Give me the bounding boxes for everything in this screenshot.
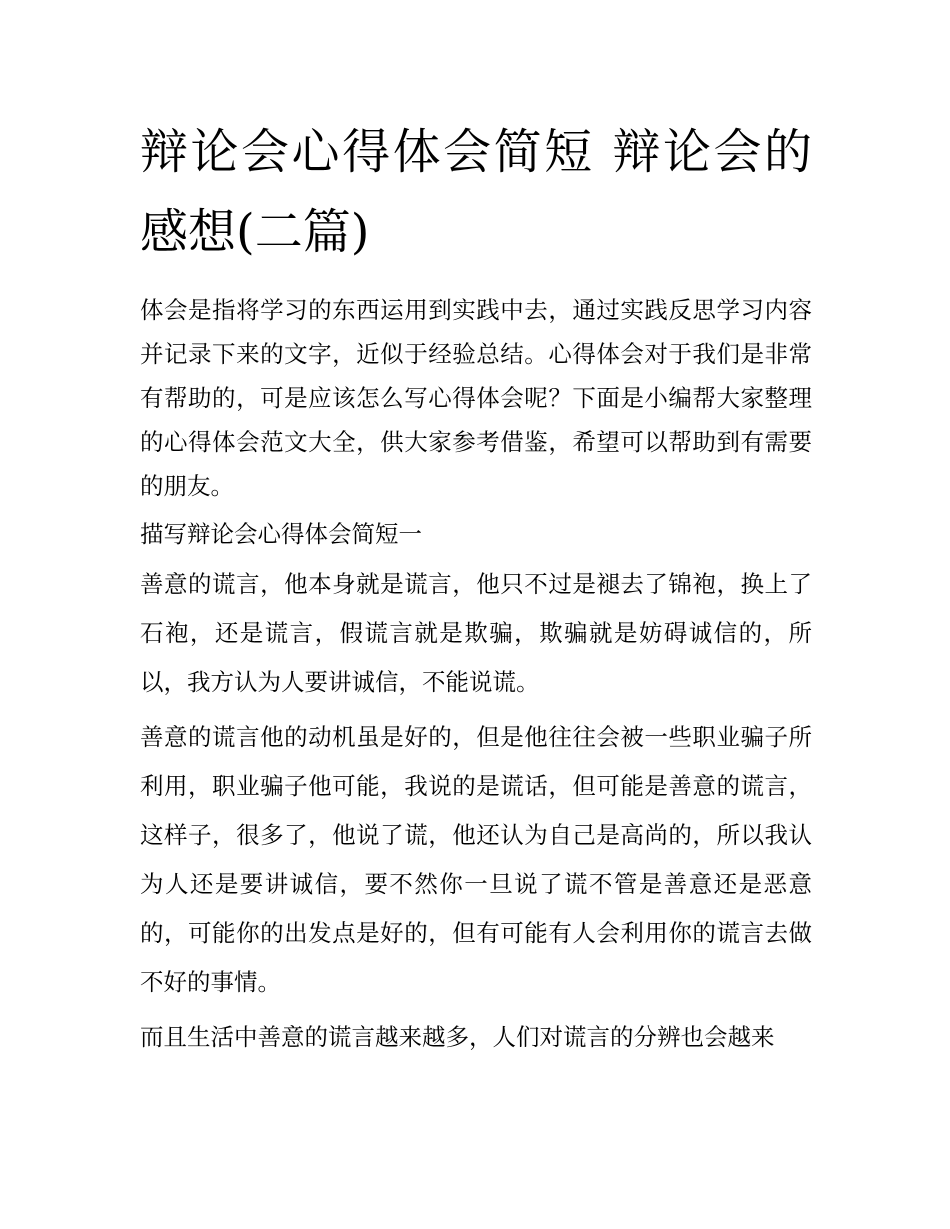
document-page: [140, 112, 812, 1062]
body-paragraph: 善意的谎言他的动机虽是好的，但是他往往会被一些职业骗子所利用，职业骗子他可能，我说的是谎话，但可能是善意的谎言，这样子，很多了，他说了谎，他还认为自己是高尚的，所以我认为人还是要讲诚信，要不然你一旦说了谎不管是善意还是恶意的，可能你的出发点是好的，但有可能有人会利用你的谎言去做不好的事情。: [140, 723, 812, 996]
body-paragraph: 而且生活中善意的谎言越来越多，人们对谎言的分辨也会越来: [140, 1023, 775, 1051]
body-paragraph: 善意的谎言，他本身就是谎言，他只不过是褪去了锦袍，换上了石袍，还是谎言，假谎言就是欺骗，欺骗就是妨碍诚信的，所以，我方认为人要讲诚信，不能说谎。: [140, 570, 812, 696]
document-title: 辩论会心得体会简短 辩论会的感想(二篇): [140, 124, 812, 260]
intro-paragraph: 体会是指将学习的东西运用到实践中去，通过实践反思学习内容并记录下来的文字，近似于经验总结。心得体会对于我们是非常有帮助的，可是应该怎么写心得体会呢？下面是小编帮大家整理的心得体会范文大全，供大家参考借鉴，希望可以帮助到有需要的朋友。: [140, 296, 812, 500]
section-heading: 描写辩论会心得体会简短一: [140, 520, 422, 548]
